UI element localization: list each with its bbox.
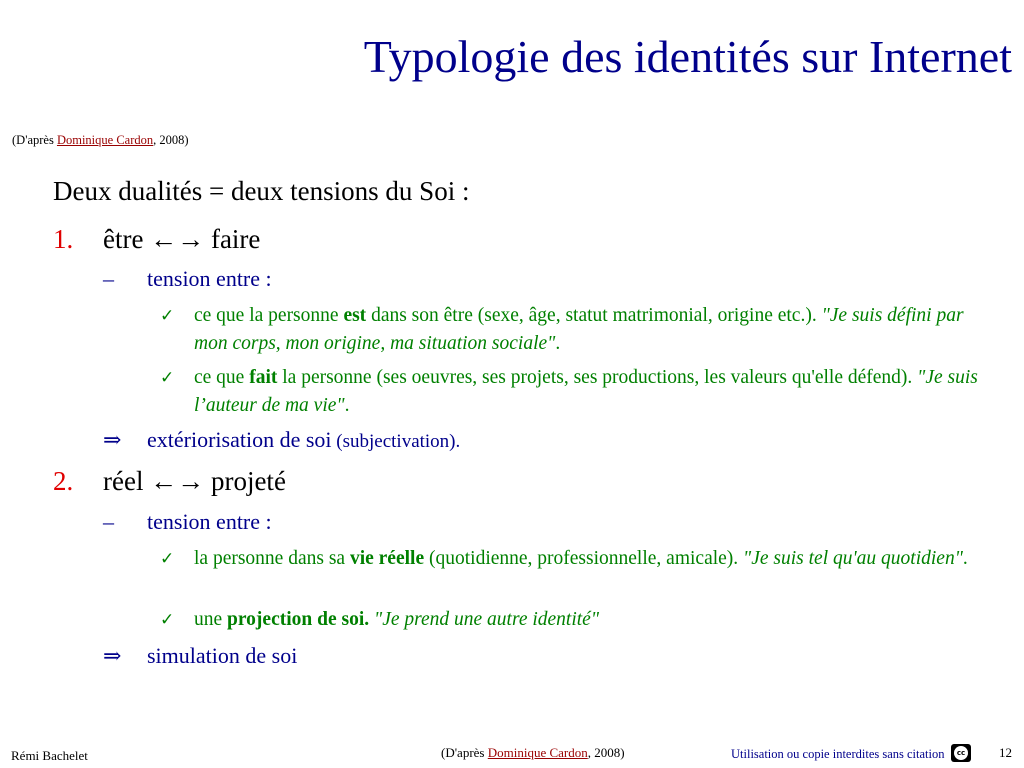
footer-rights: Utilisation ou copie interdites sans citation (731, 747, 945, 761)
section1-sub-label: tension entre : (147, 266, 272, 291)
section2-dash: – (103, 509, 114, 534)
check-icon: ✓ (160, 368, 175, 387)
lead-text: Deux dualités = deux tensions du Soi : (53, 176, 470, 206)
check-icon: ✓ (160, 549, 175, 568)
section1-bullet-2: ce que fait la personne (ses oeuvres, ses projets, ses productions, les valeurs qu'elle défend). "Je suis l’auteur de ma vie". (194, 367, 978, 416)
section1-implication: extériorisation de soi (subjectivation). (147, 427, 461, 452)
implies-icon: ⇒ (103, 427, 122, 452)
implies-icon: ⇒ (103, 643, 122, 668)
footer-author: Rémi Bachelet (11, 748, 88, 763)
section2-number: 2. (53, 466, 74, 496)
source-author-link[interactable]: Dominique Cardon (56, 133, 154, 147)
section2-sub-label: tension entre : (147, 509, 272, 534)
footer-source-author-link[interactable]: Dominique Cardon (487, 745, 588, 760)
section1-dash: – (103, 266, 114, 291)
section2-bullet-2: une projection de soi. "Je prend une autre identité" (194, 609, 600, 630)
creative-commons-icon: cc (951, 744, 971, 762)
section2-heading: réel ←→ projeté (103, 466, 286, 496)
section2-bullet-1: la personne dans sa vie réelle (quotidienne, professionnelle, amicale). "Je suis tel qu'au quotidien". (194, 548, 968, 569)
slide-title: Typologie des identités sur Internet (363, 31, 1012, 82)
check-icon: ✓ (160, 306, 175, 325)
source-note-suffix: , 2008) (153, 133, 189, 147)
page-number: 12 (999, 745, 1012, 760)
source-note (12, 133, 189, 148)
footer-source: (D'après Dominique Cardon, 2008) (441, 745, 625, 760)
section1-heading: être ←→ faire (103, 224, 261, 254)
check-icon: ✓ (160, 610, 175, 629)
section1-number: 1. (53, 224, 74, 254)
source-note-prefix: (D'après (12, 133, 57, 147)
section2-implication: simulation de soi (147, 643, 298, 668)
section1-bullet-1: ce que la personne est dans son être (sexe, âge, statut matrimonial, origine etc.). "Je suis défini par mon corps, mon origine, ma situation sociale". (194, 305, 964, 354)
